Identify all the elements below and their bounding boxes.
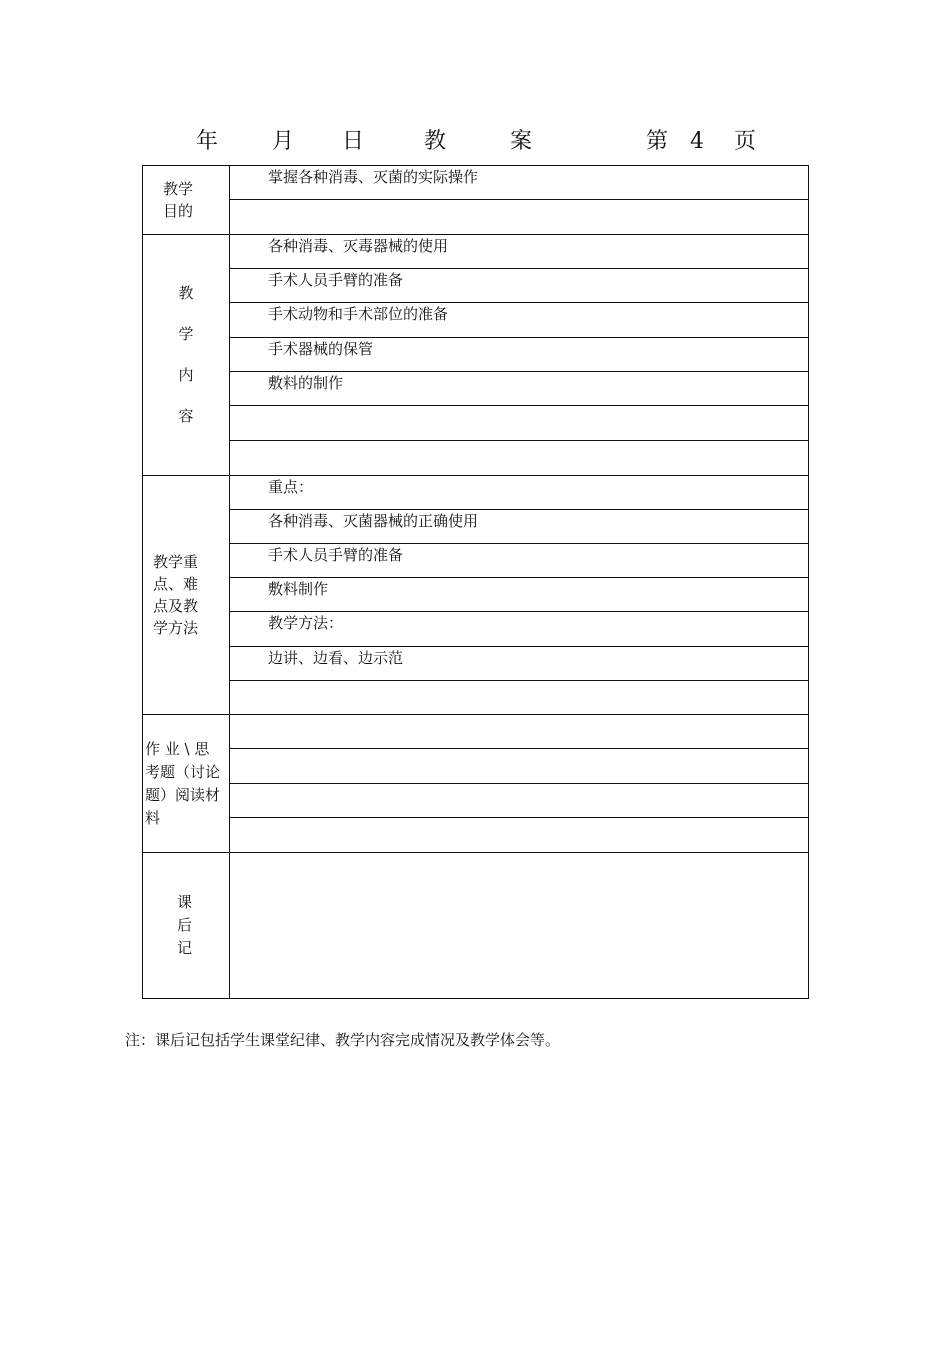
key-points-label-line: 点、难	[153, 575, 199, 593]
afterclass-cell	[230, 853, 809, 999]
homework-label-line: 题）阅读材	[145, 785, 221, 804]
content-label	[143, 235, 230, 476]
key-points-row	[143, 647, 809, 681]
content-cell	[230, 406, 809, 441]
afterclass-label-char: 课	[177, 893, 193, 911]
key-points-cell: 边讲、边看、边示范	[230, 647, 809, 681]
content-row	[143, 303, 809, 338]
footnote: 注：课后记包括学生课堂纪律、教学内容完成情况及教学体会等。	[125, 1031, 561, 1049]
content-row	[143, 235, 809, 269]
content-label-char: 学	[178, 325, 194, 343]
objectives-label	[143, 166, 230, 235]
header-month: 月	[272, 129, 295, 154]
header-page-number: 4	[690, 129, 704, 154]
homework-label-line: 料	[145, 808, 161, 827]
key-points-row	[143, 476, 809, 510]
content-row	[143, 406, 809, 441]
homework-cell	[230, 784, 809, 818]
header-an: 案	[510, 129, 533, 154]
page-header	[0, 124, 952, 160]
key-points-cell: 重点：	[230, 476, 809, 510]
homework-cell	[230, 749, 809, 784]
header-ye: 页	[734, 129, 757, 154]
header-year: 年	[196, 129, 219, 154]
afterclass-row	[143, 853, 809, 999]
content-cell: 各种消毒、灭毒器械的使用	[230, 235, 809, 269]
objectives-cell	[230, 200, 809, 235]
objectives-row	[143, 200, 809, 235]
objectives-cell: 掌握各种消毒、灭菌的实际操作	[230, 166, 809, 200]
objectives-label-line: 教学	[163, 180, 194, 198]
key-points-row	[143, 612, 809, 647]
homework-row	[143, 749, 809, 784]
content-row	[143, 441, 809, 476]
homework-label	[143, 715, 230, 853]
key-points-label-line: 教学重	[153, 553, 199, 571]
lesson-plan-table	[142, 165, 809, 999]
content-cell: 手术器械的保管	[230, 338, 809, 372]
content-label-char: 容	[178, 407, 194, 425]
content-cell: 手术动物和手术部位的准备	[230, 303, 809, 338]
key-points-label-line: 学方法	[153, 619, 199, 637]
header-di: 第	[646, 129, 669, 154]
homework-cell	[230, 715, 809, 749]
key-points-cell	[230, 681, 809, 715]
afterclass-label-char: 记	[177, 939, 193, 957]
key-points-cell: 手术人员手臂的准备	[230, 544, 809, 578]
content-cell: 敷料的制作	[230, 372, 809, 406]
key-points-label	[143, 476, 230, 715]
homework-row	[143, 784, 809, 818]
header-day: 日	[342, 129, 365, 154]
homework-label-line: 考题（讨论	[145, 762, 221, 781]
homework-cell	[230, 818, 809, 853]
afterclass-label-char: 后	[177, 916, 193, 934]
homework-row	[143, 818, 809, 853]
objectives-label-line: 目的	[163, 202, 194, 220]
objectives-row	[143, 166, 809, 200]
content-cell: 手术人员手臂的准备	[230, 269, 809, 303]
key-points-cell: 各种消毒、灭菌器械的正确使用	[230, 510, 809, 544]
content-label-char: 内	[178, 366, 194, 384]
key-points-cell: 教学方法：	[230, 612, 809, 647]
content-cell	[230, 441, 809, 476]
header-jiao: 教	[424, 129, 447, 154]
key-points-row	[143, 578, 809, 612]
content-label-char: 教	[178, 284, 194, 302]
key-points-row	[143, 544, 809, 578]
content-row	[143, 338, 809, 372]
key-points-cell: 敷料制作	[230, 578, 809, 612]
homework-row	[143, 715, 809, 749]
key-points-row	[143, 510, 809, 544]
key-points-label-line: 点及教	[153, 597, 199, 615]
afterclass-label	[143, 853, 230, 999]
content-row	[143, 269, 809, 303]
key-points-row	[143, 681, 809, 715]
homework-label-line: 作 业 \ 思	[145, 739, 210, 758]
content-row	[143, 372, 809, 406]
